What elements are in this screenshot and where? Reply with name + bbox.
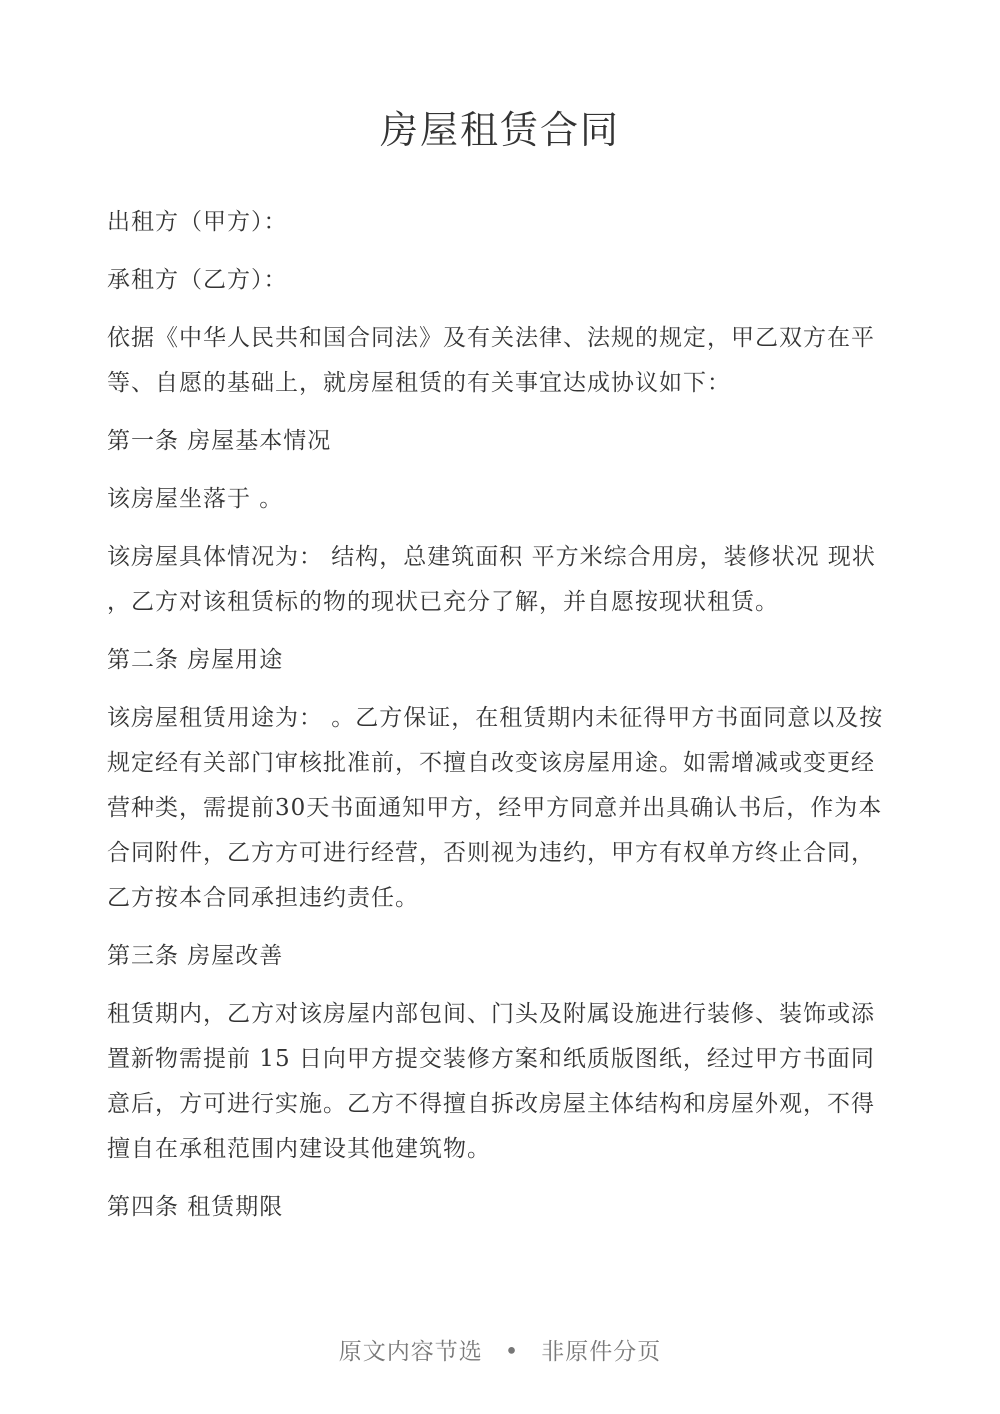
document-body xyxy=(107,200,897,1243)
page-footer xyxy=(0,1330,1000,1374)
property-improvement-paragraph: 租赁期内，乙方对该房屋内部包间、门头及附属设施进行装修、装饰或添置新物需提前 15 日向甲方提交装修方案和纸质版图纸，经过甲方书面同意后，方可进行实施。乙方不得擅自拆改房屋主体结构和房屋外观，不得擅自在承租范围内建设其他建筑物。 xyxy=(107,1001,875,1162)
property-use-paragraph: 该房屋租赁用途为： 。乙方保证，在租赁期内未征得甲方书面同意以及按规定经有关部门审核批准前，不擅自改变该房屋用途。如需增减或变更经营种类，需提前30天书面通知甲方，经甲方同意并出具确认书后，作为本合同附件，乙方方可进行经营，否则视为违约，甲方有权单方终止合同，乙方按本合同承担违约责任。 xyxy=(107,705,884,911)
preamble-paragraph: 依据《中华人民共和国合同法》及有关法律、法规的规定，甲乙双方在平等、自愿的基础上，就房屋租赁的有关事宜达成协议如下： xyxy=(107,325,875,396)
lessor-line: 出租方（甲方）： xyxy=(107,209,288,235)
article-3-heading: 第三条 房屋改善 xyxy=(107,943,284,969)
footer-separator: • xyxy=(504,1339,520,1365)
article-4-heading: 第四条 租赁期限 xyxy=(107,1194,284,1220)
property-location-paragraph: 该房屋坐落于 。 xyxy=(107,486,284,512)
document-title: 房屋租赁合同 xyxy=(379,108,620,152)
article-2-heading: 第二条 房屋用途 xyxy=(107,647,284,673)
property-details-paragraph: 该房屋具体情况为： 结构，总建筑面积 平方米综合用房，装修状况 现状 ，乙方对该租赁标的物的现状已充分了解，并自愿按现状租赁。 xyxy=(107,544,876,615)
footer-excerpt-label: 原文内容节选 xyxy=(338,1339,483,1365)
footer-pagination-note: 非原件分页 xyxy=(541,1339,662,1365)
article-1-heading: 第一条 房屋基本情况 xyxy=(107,428,332,454)
lessee-line: 承租方（乙方）： xyxy=(107,267,288,293)
